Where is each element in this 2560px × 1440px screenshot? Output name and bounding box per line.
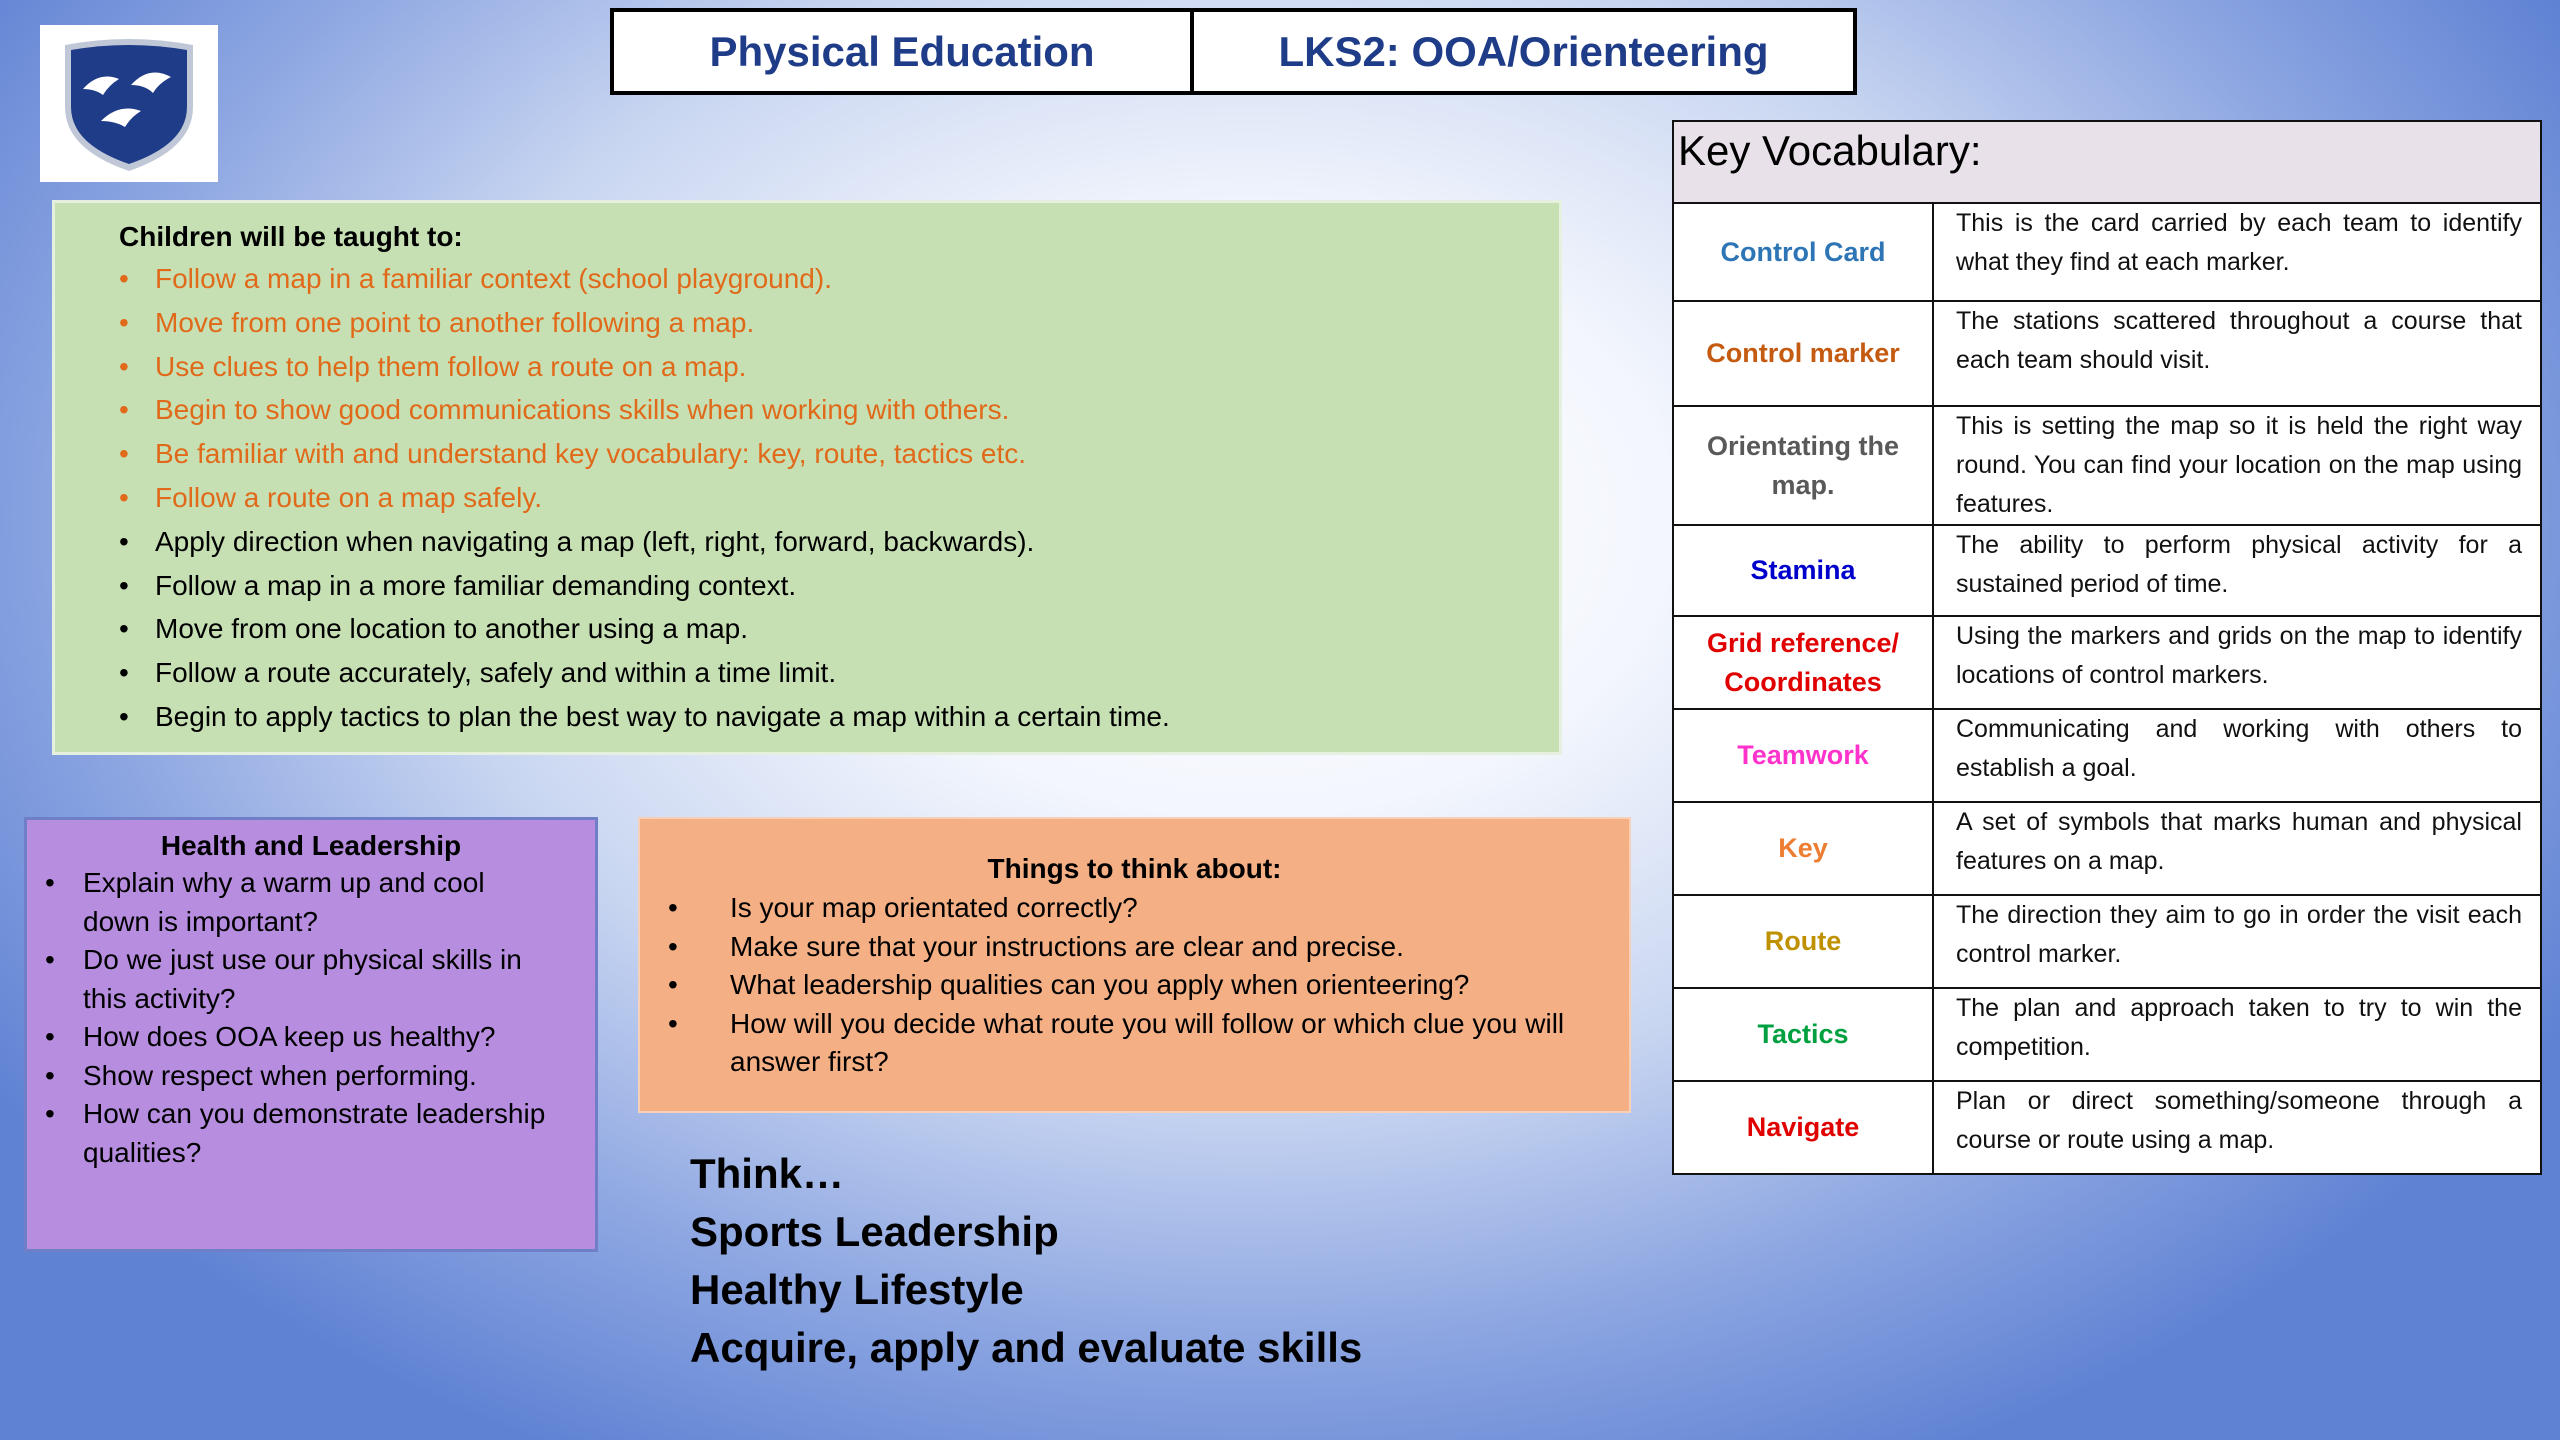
learning-objective-item: • Use clues to help them follow a route on a map.	[119, 345, 1559, 389]
things-to-think-item: • How will you decide what route you will follow or which clue you will answer first?	[668, 1005, 1610, 1082]
vocabulary-term: Stamina	[1673, 525, 1933, 616]
vocabulary-definition: This is setting the map so it is held the right way round. You can find your location on the map using features.	[1933, 406, 2541, 525]
vocabulary-definition: The plan and approach taken to try to win the competition.	[1933, 988, 2541, 1081]
learning-objective-item: • Move from one point to another following a map.	[119, 301, 1559, 345]
vocabulary-definition: Using the markers and grids on the map to identify locations of control markers.	[1933, 616, 2541, 709]
header-banner	[610, 8, 1857, 95]
learning-objective-item: • Begin to apply tactics to plan the best way to navigate a map within a certain time.	[119, 695, 1559, 739]
learning-objective-item: • Follow a route accurately, safely and within a time limit.	[119, 651, 1559, 695]
things-to-think-item: • Is your map orientated correctly?	[668, 889, 1610, 928]
think-summary	[690, 1145, 1362, 1377]
vocabulary-row	[1673, 525, 2541, 616]
things-to-think-list	[668, 889, 1629, 1082]
vocabulary-row	[1673, 616, 2541, 709]
vocabulary-term: Orientating the map.	[1673, 406, 1933, 525]
learning-objective-item: • Follow a route on a map safely.	[119, 476, 1559, 520]
learning-objectives-title: Children will be taught to:	[119, 221, 463, 252]
subject-title: Physical Education	[614, 12, 1194, 91]
learning-objective-item: • Be familiar with and understand key vocabulary: key, route, tactics etc.	[119, 432, 1559, 476]
vocabulary-definition: The direction they aim to go in order the visit each control marker.	[1933, 895, 2541, 988]
things-to-think-title: Things to think about:	[987, 853, 1282, 884]
learning-objective-item: • Apply direction when navigating a map (left, right, forward, backwards).	[119, 520, 1559, 564]
vocabulary-definition: Plan or direct something/someone through a course or route using a map.	[1933, 1081, 2541, 1174]
vocabulary-definition: The ability to perform physical activity for a sustained period of time.	[1933, 525, 2541, 616]
vocabulary-table	[1672, 202, 2542, 1175]
health-leadership-panel	[24, 817, 598, 1252]
vocabulary-term: Route	[1673, 895, 1933, 988]
health-leadership-list	[45, 864, 595, 1172]
vocabulary-definition: A set of symbols that marks human and physical features on a map.	[1933, 802, 2541, 895]
vocabulary-row	[1673, 709, 2541, 802]
school-logo	[40, 25, 218, 182]
school-crest-icon	[59, 37, 199, 175]
think-line: Acquire, apply and evaluate skills	[690, 1324, 1363, 1371]
things-to-think-item: • Make sure that your instructions are clear and precise.	[668, 928, 1610, 967]
vocabulary-row	[1673, 301, 2541, 406]
vocabulary-term: Control Card	[1673, 203, 1933, 301]
health-leadership-item: • Do we just use our physical skills in this activity?	[45, 941, 553, 1018]
vocabulary-row	[1673, 1081, 2541, 1174]
vocabulary-definition: The stations scattered throughout a course that each team should visit.	[1933, 301, 2541, 406]
vocabulary-term: Navigate	[1673, 1081, 1933, 1174]
health-leadership-item: • Show respect when performing.	[45, 1057, 553, 1096]
learning-objective-item: • Begin to show good communications skills when working with others.	[119, 388, 1559, 432]
vocabulary-term: Tactics	[1673, 988, 1933, 1081]
health-leadership-item: • How can you demonstrate leadership qualities?	[45, 1095, 553, 1172]
vocabulary-term: Control marker	[1673, 301, 1933, 406]
health-leadership-item: • Explain why a warm up and cool down is important?	[45, 864, 553, 941]
unit-title: LKS2: OOA/Orienteering	[1278, 27, 1769, 75]
vocabulary-row	[1673, 406, 2541, 525]
things-to-think-item: • What leadership qualities can you apply when orienteering?	[668, 966, 1610, 1005]
vocabulary-term: Teamwork	[1673, 709, 1933, 802]
things-to-think-panel	[638, 817, 1631, 1113]
learning-objective-item: • Follow a map in a more familiar demanding context.	[119, 564, 1559, 608]
learning-objective-item: • Move from one location to another using a map.	[119, 607, 1559, 651]
vocabulary-row	[1673, 203, 2541, 301]
vocabulary-row	[1673, 895, 2541, 988]
learning-objective-item: • Follow a map in a familiar context (school playground).	[119, 257, 1559, 301]
learning-objectives-list	[119, 257, 1559, 739]
vocabulary-row	[1673, 988, 2541, 1081]
vocabulary-term: Key	[1673, 802, 1933, 895]
think-line: Sports Leadership	[690, 1208, 1059, 1255]
think-line: Think…	[690, 1150, 844, 1197]
vocabulary-title: Key Vocabulary:	[1672, 120, 2542, 204]
vocabulary-row	[1673, 802, 2541, 895]
health-leadership-item: • How does OOA keep us healthy?	[45, 1018, 553, 1057]
think-line: Healthy Lifestyle	[690, 1266, 1024, 1313]
vocabulary-term: Grid reference/ Coordinates	[1673, 616, 1933, 709]
learning-objectives-panel	[52, 200, 1562, 755]
vocabulary-definition: This is the card carried by each team to identify what they find at each marker.	[1933, 203, 2541, 301]
vocabulary-definition: Communicating and working with others to establish a goal.	[1933, 709, 2541, 802]
health-leadership-title: Health and Leadership	[160, 830, 462, 861]
